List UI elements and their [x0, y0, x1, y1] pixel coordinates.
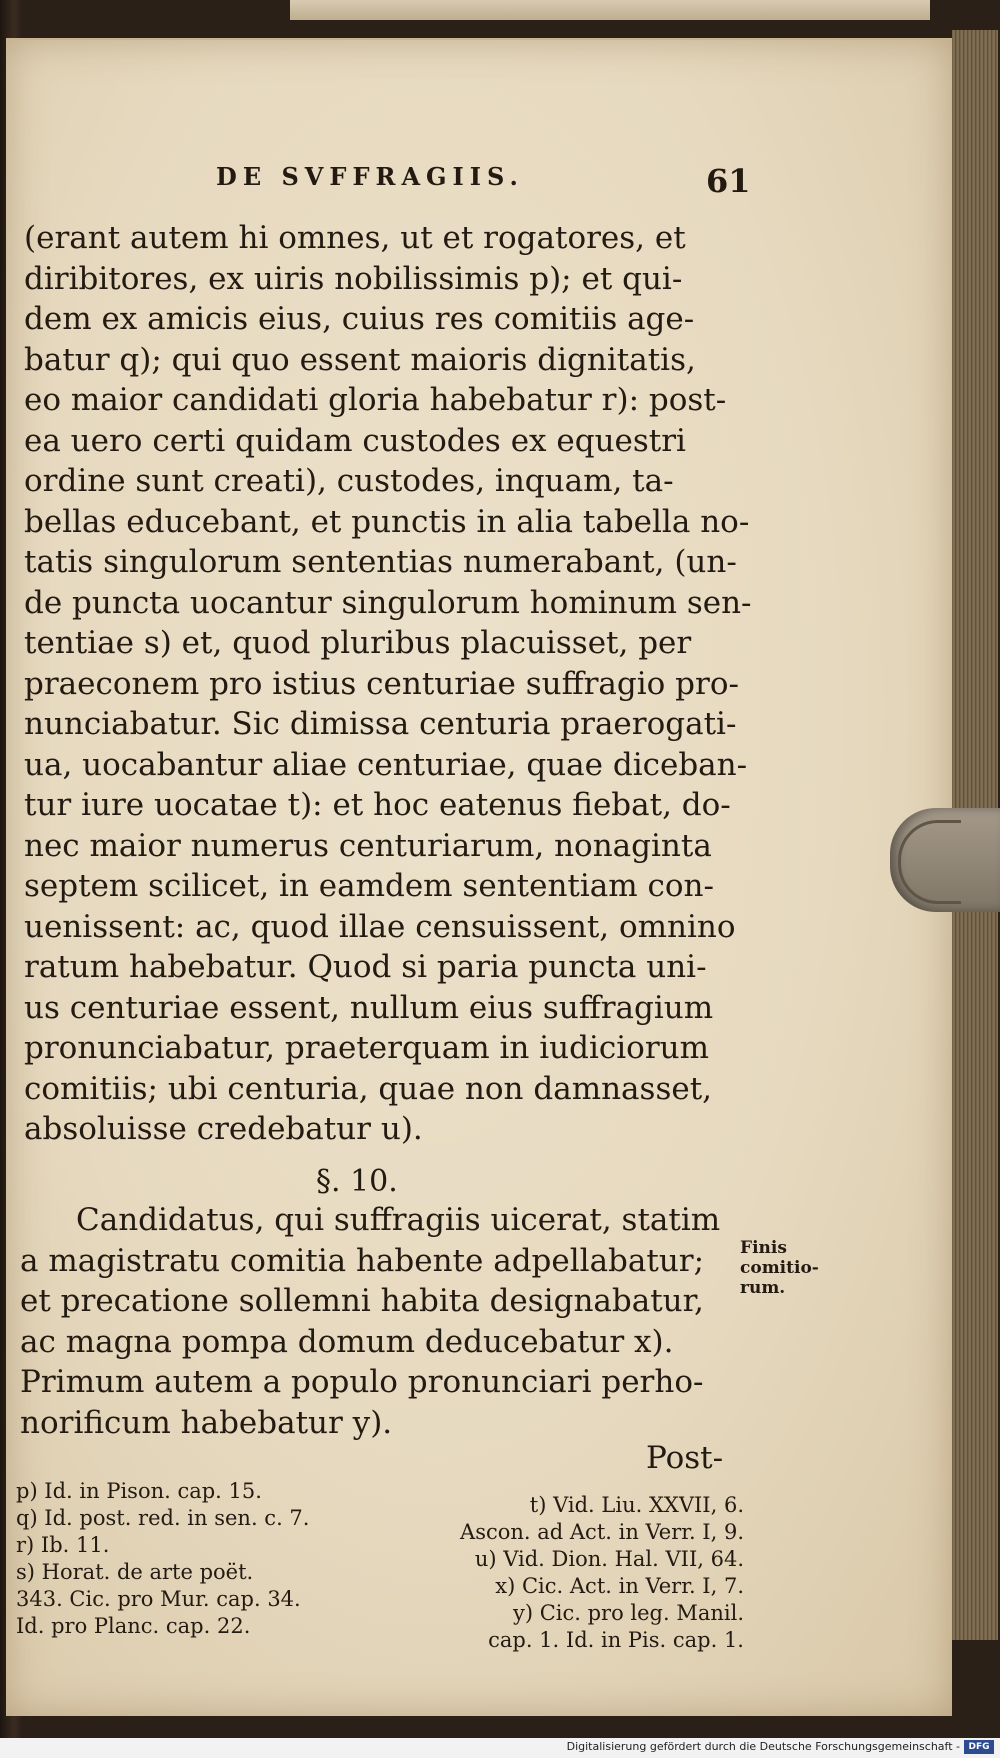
text-line: nec maior numerus centuriarum, nonaginta	[24, 827, 712, 864]
text-line: ordine sunt creati), custodes, inquam, ta-	[24, 463, 674, 499]
section-heading: §. 10.	[316, 1164, 398, 1199]
text-line: comitiis; ubi centuria, quae non damnasset,	[24, 1070, 713, 1107]
footnote: Id. pro Planc. cap. 22.	[16, 1614, 251, 1638]
text-line: et precatione sollemni habita designabatur,	[20, 1283, 704, 1319]
text-line: Candidatus, qui suffragiis uicerat, statim	[76, 1202, 721, 1238]
text-line: uenissent: ac, quod illae censuissent, omnino	[24, 908, 736, 945]
marginal-note	[740, 1238, 830, 1298]
text-line: ua, uocabantur aliae centuriae, quae diceban-	[24, 746, 748, 783]
text-line: a magistratu comitia habente adpellabatur;	[20, 1242, 705, 1279]
text-line: us centuriae essent, nullum eius suffragium	[24, 989, 714, 1026]
text-line: pronunciabatur, praeterquam in iudiciorum	[24, 1030, 709, 1066]
catchword: Post-	[646, 1440, 724, 1476]
footnote: cap. 1. Id. in Pis. cap. 1.	[488, 1628, 744, 1652]
footnotes-right	[384, 1492, 744, 1654]
text-line: (erant autem hi omnes, ut et rogatores, et	[24, 220, 686, 256]
text-line: tur iure uocatae t): et hoc eatenus fiebat, do-	[24, 787, 731, 823]
digitization-credit: Digitalisierung gefördert durch die Deutsche Forschungsgemeinschaft -	[566, 1740, 960, 1753]
text-line: tentiae s) et, quod pluribus placuisset, per	[24, 625, 692, 661]
text-line: batur q); qui quo essent maioris dignitatis,	[24, 341, 696, 378]
marginal-line: Finis	[740, 1238, 787, 1258]
footnote: r) Ib. 11.	[16, 1533, 110, 1557]
text-line: nunciabatur. Sic dimissa centuria praerogati-	[24, 706, 737, 742]
main-paragraph	[24, 218, 756, 1150]
footnote: p) Id. in Pison. cap. 15.	[16, 1479, 262, 1503]
footnote: q) Id. post. red. in sen. c. 7.	[16, 1506, 310, 1530]
page-number: 61	[706, 162, 751, 200]
running-head: DE SVFFRAGIIS.	[216, 162, 524, 191]
footnotes-left	[16, 1478, 366, 1640]
footnote: 343. Cic. pro Mur. cap. 34.	[16, 1587, 301, 1611]
footnote: Ascon. ad Act. in Verr. I, 9.	[460, 1520, 744, 1544]
second-paragraph	[20, 1200, 738, 1443]
footnote: u) Vid. Dion. Hal. VII, 64.	[474, 1547, 744, 1571]
dfg-logo: DFG	[964, 1740, 994, 1754]
marginal-line: comitio-	[740, 1258, 819, 1278]
footnote: x) Cic. Act. in Verr. I, 7.	[495, 1574, 744, 1598]
text-line: absoluisse credebatur u).	[24, 1111, 423, 1147]
text-line: bellas educebant, et punctis in alia tabella no-	[24, 503, 750, 540]
text-line: Primum autem a populo pronunciari perho-	[20, 1364, 704, 1400]
text-line: norificum habebatur y).	[20, 1404, 393, 1441]
book-page	[6, 38, 952, 1716]
text-line: ratum habebatur. Quod si paria puncta uni-	[24, 949, 707, 985]
footnote: s) Horat. de arte poët.	[16, 1560, 254, 1584]
text-line: dem ex amicis eius, cuius res comitiis age-	[24, 301, 695, 337]
text-line: ac magna pompa domum deducebatur x).	[20, 1323, 674, 1360]
text-line: praeconem pro istius centuriae suffragio pro-	[24, 665, 739, 702]
text-line: eo maior candidati gloria habebatur r): post-	[24, 382, 727, 418]
text-line: septem scilicet, in eamdem sententiam con-	[24, 868, 714, 904]
footnote: y) Cic. pro leg. Manil.	[512, 1601, 744, 1625]
text-line: tatis singulorum sententias numerabant, (un-	[24, 544, 737, 580]
marginal-line: rum.	[740, 1278, 786, 1298]
text-line: diribitores, ex uiris nobilissimis p); et qui-	[24, 260, 683, 297]
footnote: t) Vid. Liu. XXVII, 6.	[529, 1493, 744, 1517]
text-line: ea uero certi quidam custodes ex equestri	[24, 422, 686, 459]
top-page-edge	[290, 0, 930, 20]
text-line: de puncta uocantur singulorum hominum sen-	[24, 584, 752, 621]
bookmark-clip	[890, 808, 1000, 912]
